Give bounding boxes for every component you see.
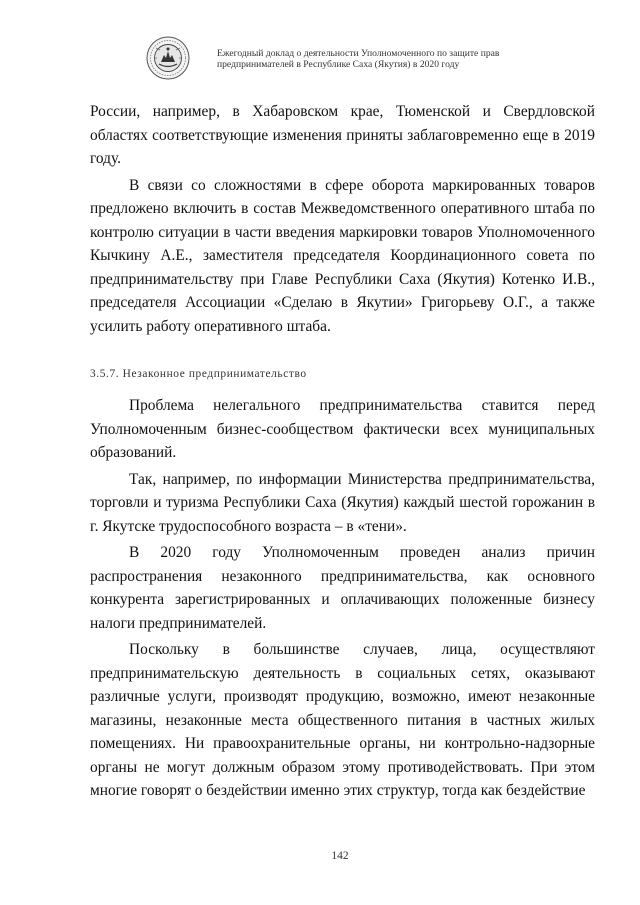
paragraph-shtab: В связи со сложностями в сфере оборота маркированных товаров предложено включить в состав Межведомственного оперативного штаба по контролю ситуации в части введения маркировки товаров Уполномоченного Кычкину А.Е., заместителя председателя Координационного совета по предпринимательству при Главе Республики Саха (Якутия) Котенко И.В., председателя Ассоциации «Сделаю в Якутии» Григорьеву О.Г., а также усилить работу оперативного штаба. <box>90 176 595 335</box>
paragraph-social-networks: Поскольку в большинстве случаев, лица, осуществляют предпринимательскую деятельность в социальных сетях, оказывают различные услуги, производят продукцию, возможно, имеют незаконные магазины, незаконные места общественного питания в частных жилых помещениях. Ни правоохранительные органы, ни контрольно-надзорные органы не могут должным образом этому противодействовать. При этом многие говорят о бездействии именно этих структур, тогда как бездействие <box>90 641 595 799</box>
paragraph-continuation: России, например, в Хабаровском крае, Тюменской и Свердловской областях соответствующие изменения приняты заблаговременно еще в 2019 году. <box>90 103 595 167</box>
report-title-line-1: Ежегодный доклад о деятельности Уполномоченного по защите прав <box>217 48 500 59</box>
page-number: 142 <box>331 850 349 862</box>
page-header <box>146 36 546 80</box>
paragraph-ministry-info: Так, например, по информации Министерства предпринимательства, торговли и туризма Республики Саха (Якутия) каждый шестой горожанин в г. Якутске трудоспособного возраста – в «тени». <box>90 470 595 535</box>
paragraph-analysis: В 2020 году Уполномоченным проведен анализ причин распространения незаконного предпринимательства, как основного конкурента зарегистрированных и оплачивающих положенные бизнесу налоги предпринимателей. <box>90 544 595 632</box>
section-heading: 3.5.7. Незаконное предпринимательство <box>90 368 307 380</box>
sakha-coat-of-arms-icon <box>146 36 190 80</box>
body-text-top <box>90 100 595 338</box>
paragraph-problem: Проблема нелегального предпринимательства ставится перед Уполномоченным бизнес-сообществом фактически всех муниципальных образований. <box>90 397 595 461</box>
report-title-line-2: предпринимателей в Республике Саха (Якутия) в 2020 году <box>217 59 460 70</box>
body-text-section <box>90 394 595 803</box>
report-title <box>217 48 547 70</box>
